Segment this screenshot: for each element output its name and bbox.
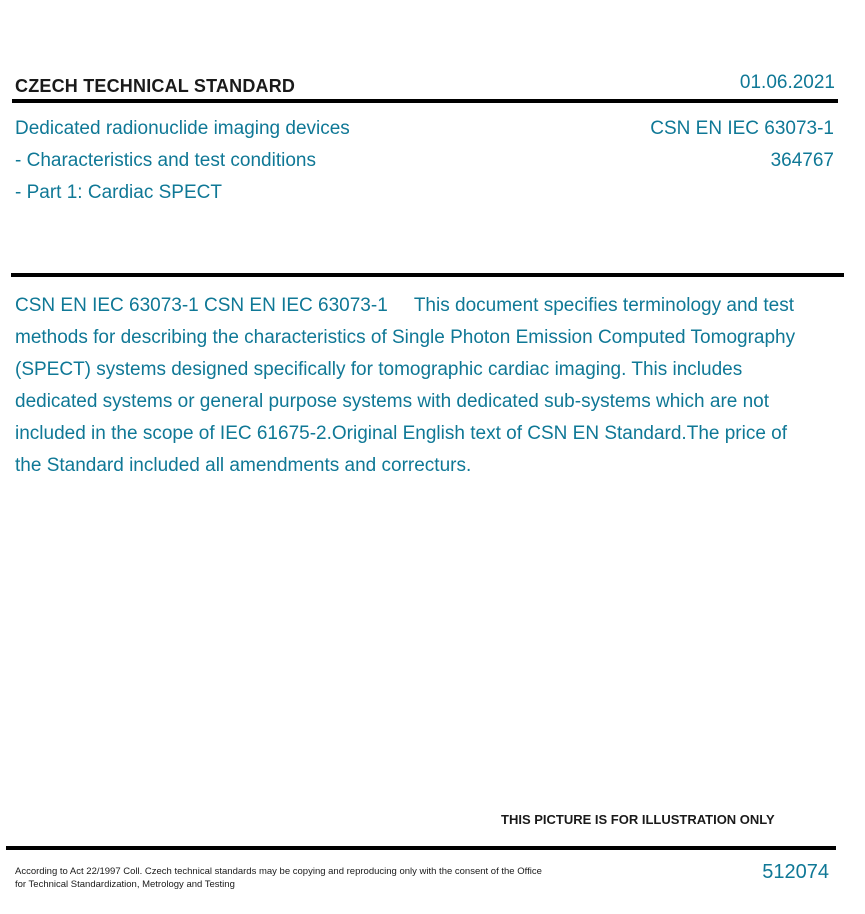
catalog-number: 364767 <box>770 150 834 171</box>
document-number: 512074 <box>762 861 829 883</box>
divider-bottom <box>6 846 836 850</box>
divider-middle <box>11 273 844 277</box>
legal-line-1: According to Act 22/1997 Coll. Czech technical standards may be copying and reproducing only with the consent of the Office <box>15 866 542 877</box>
publication-date: 01.06.2021 <box>739 72 835 93</box>
divider-top <box>12 99 838 103</box>
illustration-note: THIS PICTURE IS FOR ILLUSTRATION ONLY <box>501 812 775 827</box>
description-text: CSN EN IEC 63073-1 CSN EN IEC 63073-1 This document specifies terminology and test methods for describing the characteristics of Single Photon Emission Computed Tomography (SPECT) systems designed specifically for tomographic cardiac imaging. This includes dedicated systems or general purpose systems with dedicated sub-systems which are not included in the scope of IEC 61675-2.Original English text of CSN EN Standard.The price of the Standard included all amendments and correcturs. <box>15 295 801 476</box>
legal-line-2: for Technical Standardization, Metrology and Testing <box>15 879 235 890</box>
legal-notice <box>15 865 585 891</box>
standard-label: CZECH TECHNICAL STANDARD <box>15 76 296 96</box>
title-line-1: Dedicated radionuclide imaging devices <box>15 118 350 139</box>
title-line-2: - Characteristics and test conditions <box>15 150 316 171</box>
standard-code: CSN EN IEC 63073-1 <box>650 118 834 139</box>
title-line-3: - Part 1: Cardiac SPECT <box>15 182 222 203</box>
